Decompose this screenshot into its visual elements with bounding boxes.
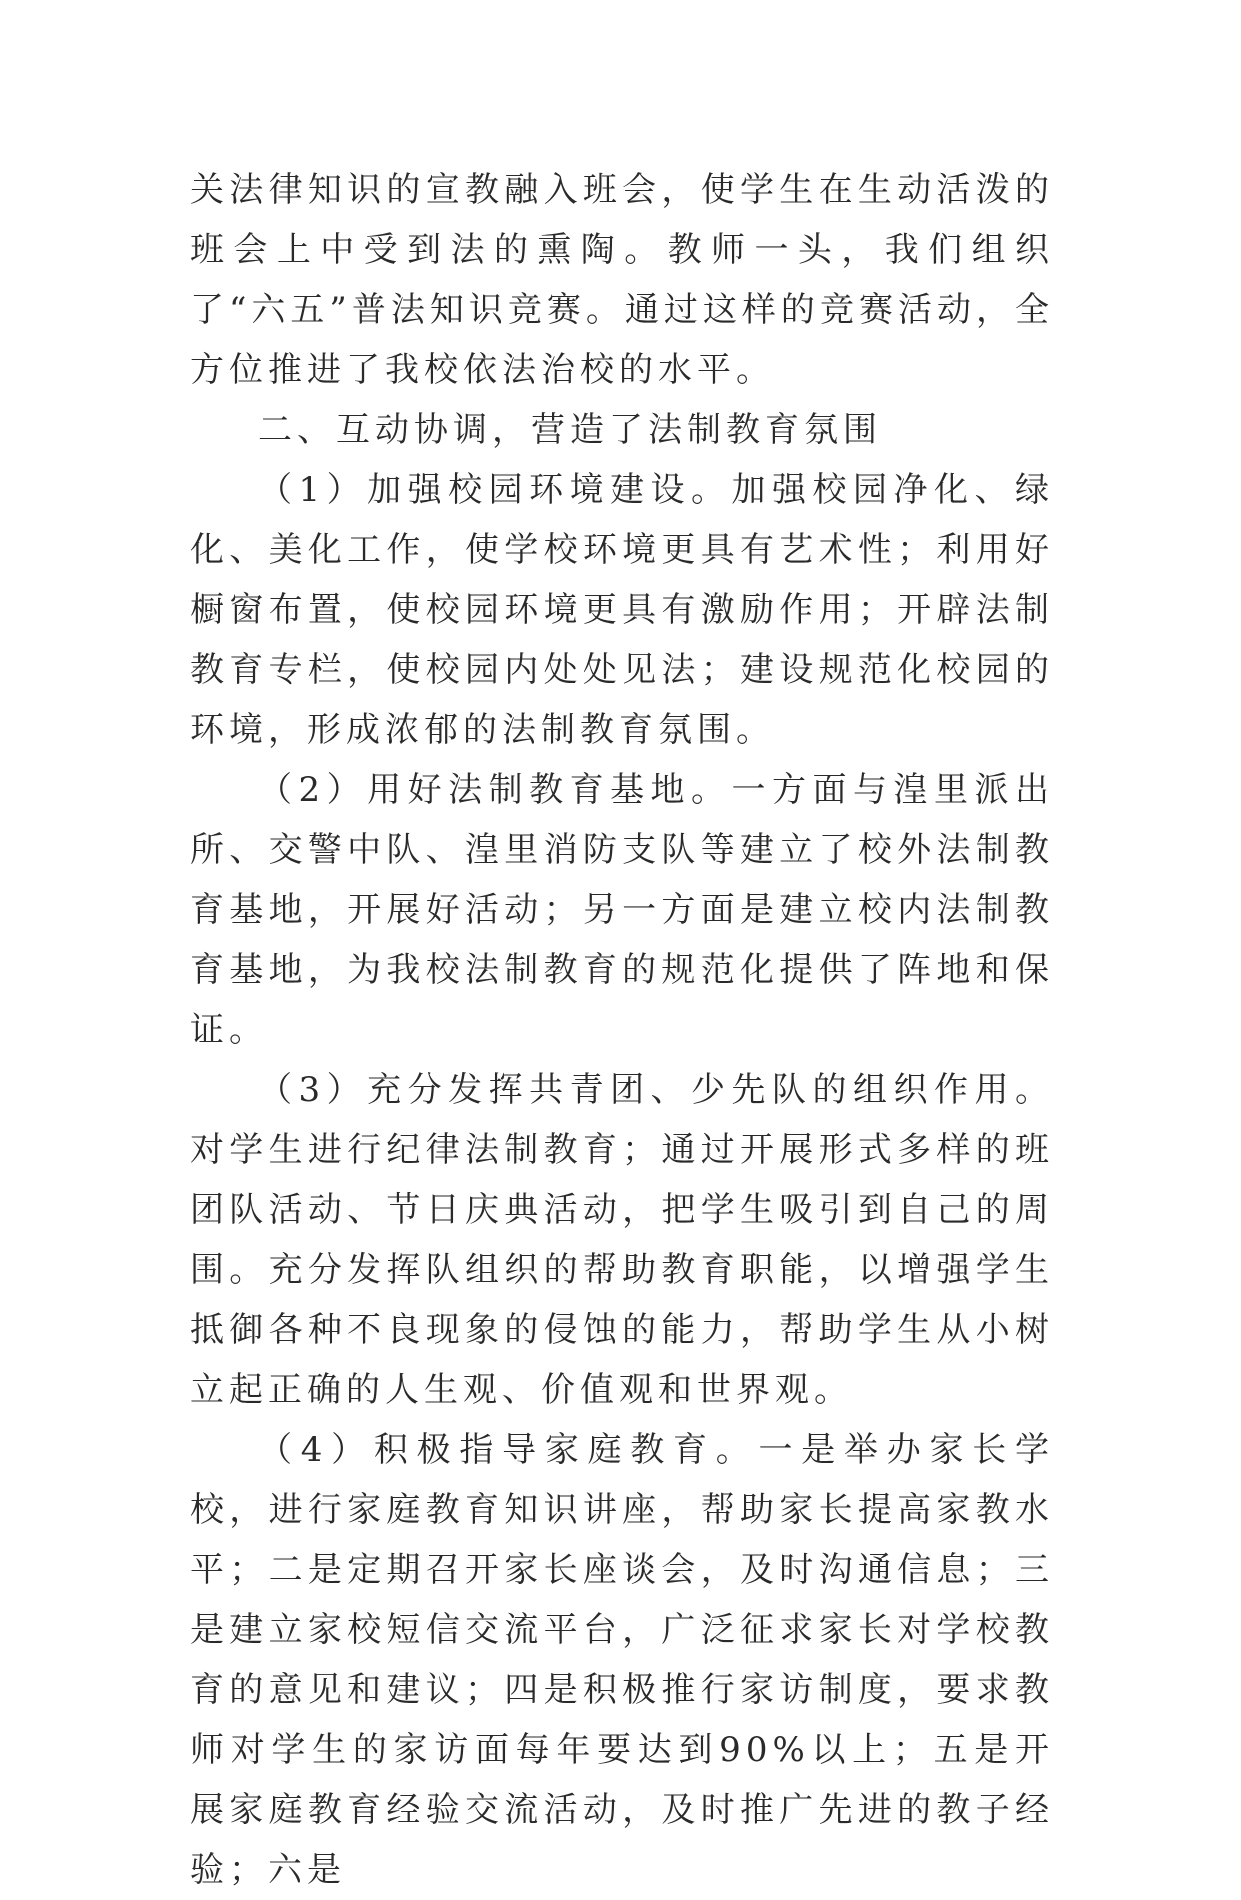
paragraph-continuation: 关法律知识的宣教融入班会，使学生在生动活泼的班会上中受到法的熏陶。教师一头，我们组织了“六五”普法知识竞赛。通过这样的竞赛活动，全方位推进了我校依法治校的水平。: [190, 170, 1054, 390]
paragraph-item-2: （2）用好法制教育基地。一方面与湟里派出所、交警中队、湟里消防支队等建立了校外法制教育基地，开展好活动；另一方面是建立校内法制教育基地，为我校法制教育的规范化提供了阵地和保证。: [190, 770, 1054, 1050]
paragraph-item-3: （3）充分发挥共青团、少先队的组织作用。对学生进行纪律法制教育；通过开展形式多样的班团队活动、节日庆典活动，把学生吸引到自己的周围。充分发挥队组织的帮助教育职能，以增强学生抵御各种不良现象的侵蚀的能力，帮助学生从小树立起正确的人生观、价值观和世界观。: [190, 1070, 1054, 1410]
section-heading: 二、互动协调，营造了法制教育氛围: [258, 410, 882, 450]
document-body: [190, 160, 1054, 1900]
paragraph-item-1: （1）加强校园环境建设。加强校园净化、绿化、美化工作，使学校环境更具有艺术性；利用好橱窗布置，使校园环境更具有激励作用；开辟法制教育专栏，使校园内处处见法；建设规范化校园的环境，形成浓郁的法制教育氛围。: [190, 470, 1054, 750]
paragraph-item-4: （4）积极指导家庭教育。一是举办家长学校，进行家庭教育知识讲座，帮助家长提高家教水平；二是定期召开家长座谈会，及时沟通信息；三是建立家校短信交流平台，广泛征求家长对学校教育的意见和建议；四是积极推行家访制度，要求教师对学生的家访面每年要达到90%以上；五是开展家庭教育经验交流活动，及时推广先进的教子经验；六是: [190, 1430, 1054, 1890]
